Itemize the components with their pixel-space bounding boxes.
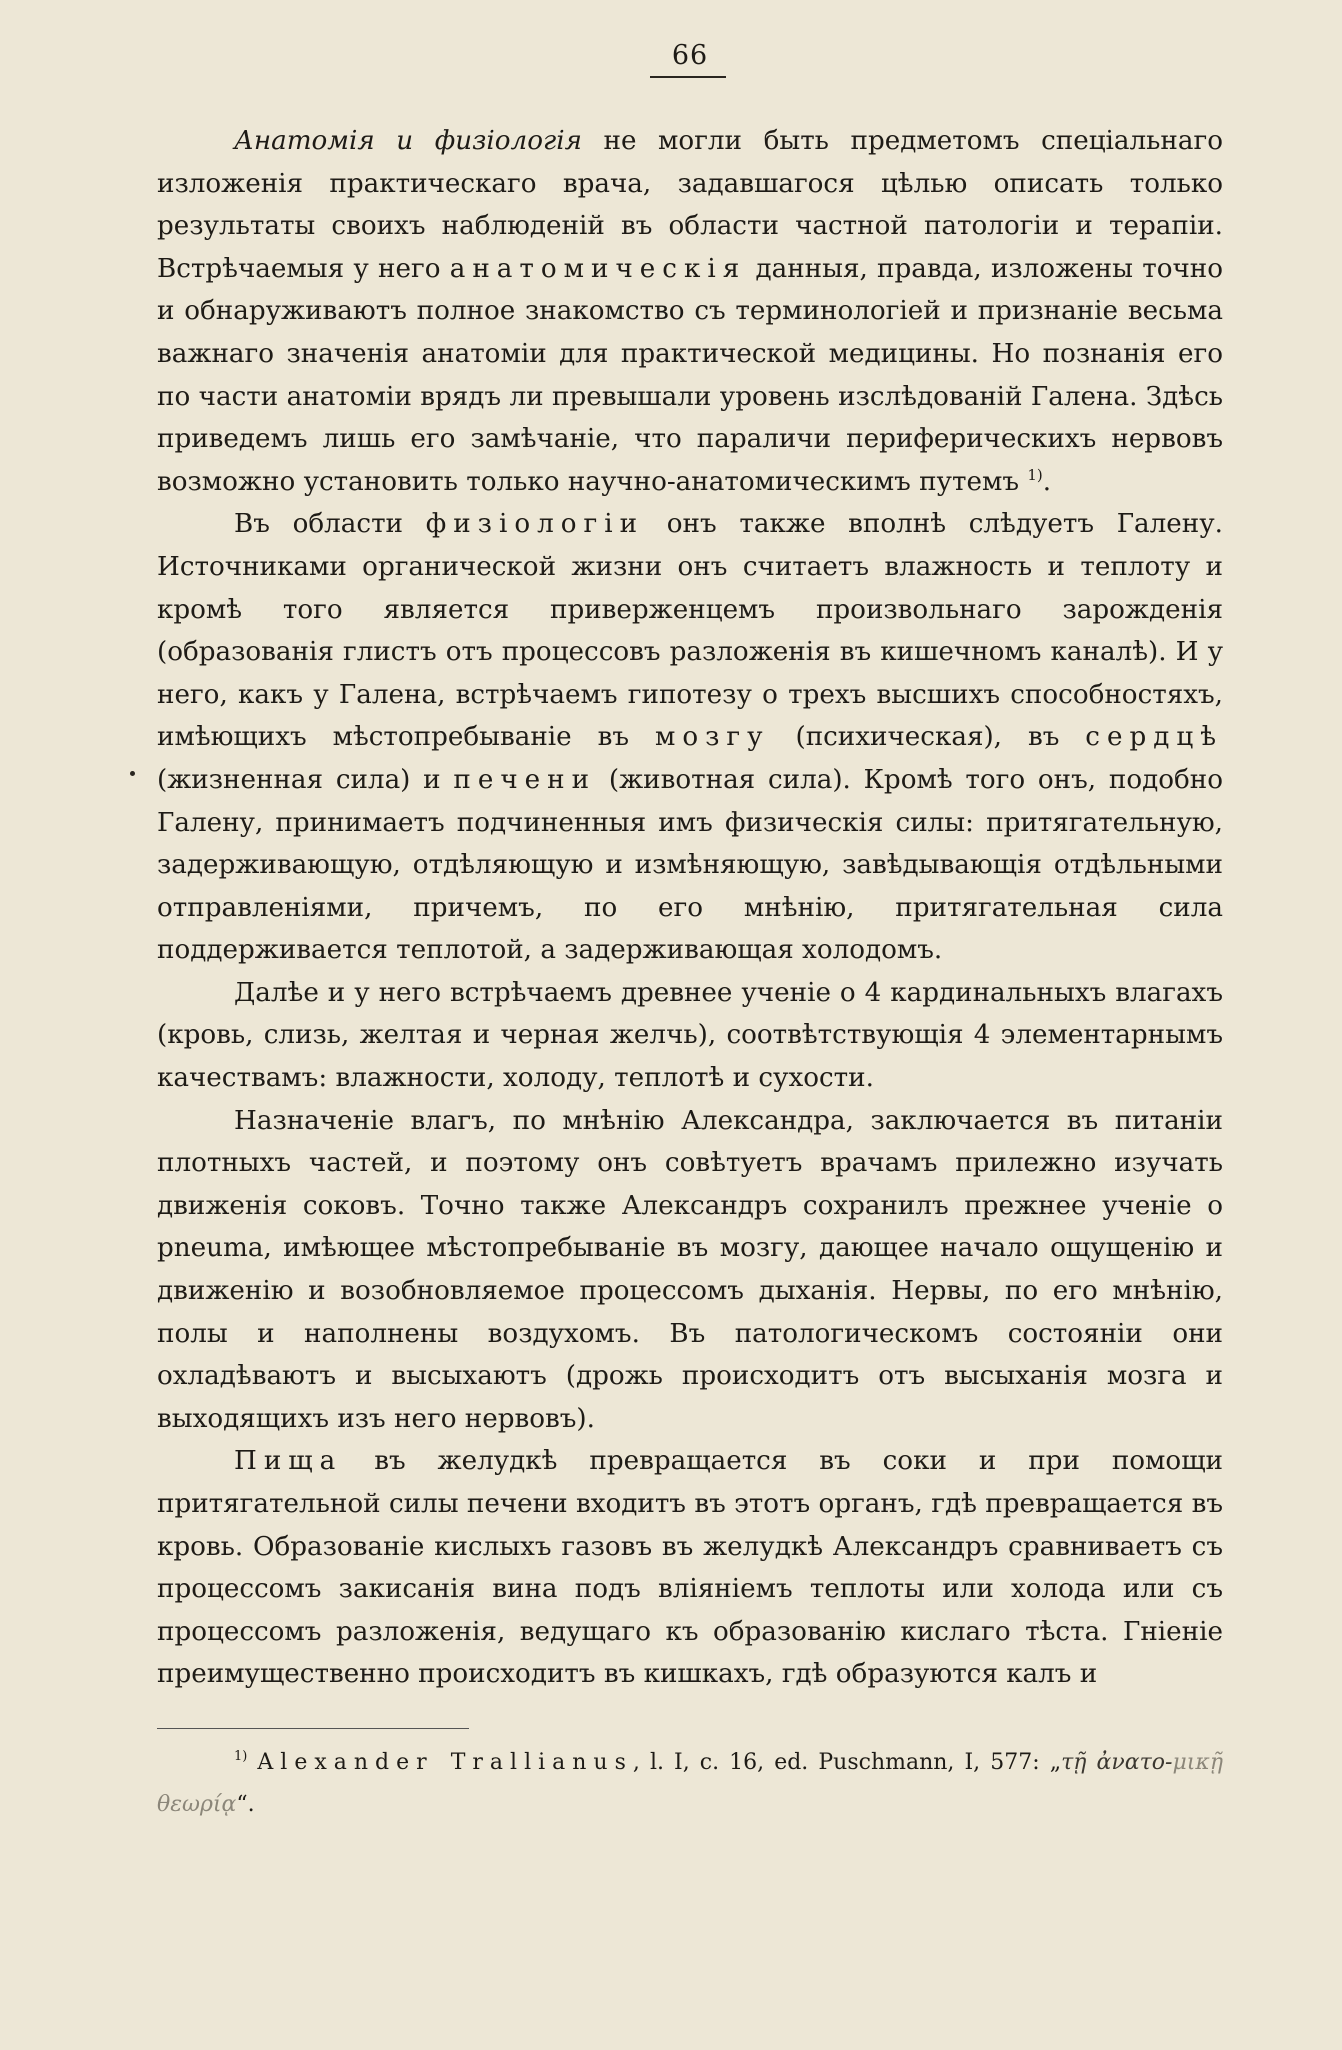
text-run: Въ области	[234, 509, 426, 540]
text-run: въ желудкѣ превращается въ соки и при помощи притягательной силы печени входитъ въ этотъ органъ, гдѣ превращается въ кровь. Образованіе кислыхъ газовъ въ желудкѣ Александръ сравниваетъ съ процессомъ закисанія вина подъ вліяніемъ теплоты или холода или съ процессомъ разложенія, ведущаго къ образованію кислаго тѣста. Гніеніе преимущественно происходитъ въ кишкахъ, гдѣ образуются калъ и	[157, 1446, 1223, 1690]
text-run-ital: Анатомія и физіологія	[234, 126, 582, 156]
text-run-spaced: анатомическія	[449, 253, 747, 284]
page-number-underline	[650, 76, 726, 78]
text-run: (животная сила). Кромѣ того онъ, подобно Галену, принимаетъ подчиненныя имъ физическія силы: притягательную, задерживающую, отдѣляющую и измѣняющую, завѣдывающія отдѣльными отправленіями, причемъ, по его мнѣнію, притягательная сила поддерживается теплотой, а задерживающая холодомъ.	[157, 764, 1223, 966]
margin-mark	[130, 771, 135, 776]
text-run-spaced: физіологіи	[425, 509, 645, 540]
paragraph	[157, 1100, 1223, 1441]
paragraph	[157, 503, 1223, 972]
text-run-spaced: Alexander Trallianus	[257, 1750, 633, 1775]
text-run-spaced: печени	[453, 764, 597, 795]
text-run: Далѣе и у него встрѣчаемъ древнее ученіе о 4 кардинальныхъ влагахъ (кровь, слизь, желтая и черная желчь), соотвѣтствующія 4 элементарнымъ качествамъ: влажности, холоду, теплотѣ и сухости.	[157, 977, 1223, 1094]
text-run-sup: 1)	[1027, 465, 1043, 484]
text-run: Назначеніе влагъ, по мнѣнію Александра, заключается въ питаніи плотныхъ частей, и поэтому онъ совѣтуетъ врачамъ прилежно изучать движенія соковъ. Точно также Александръ сохранилъ прежнее ученіе о pneuma, имѣющее мѣстопребываніе въ мозгу, дающее начало ощущенію и движенію и возобновляемое процессомъ дыханія. Нервы, по его мнѣнію, полы и наполнены воздухомъ. Въ патологическомъ состояніи они охладѣваютъ и высыхаютъ (дрожь происходитъ отъ высыханія мозга и выходящихъ изъ него нервовъ).	[157, 1105, 1223, 1434]
footnote-divider	[157, 1728, 469, 1729]
paragraph	[157, 1440, 1223, 1696]
body-text	[157, 120, 1223, 1696]
footnote	[157, 1742, 1223, 1826]
paragraph	[157, 972, 1223, 1100]
text-run-spaced: мозгу	[654, 722, 770, 753]
text-run: (жизненная сила) и	[157, 764, 454, 795]
text-run-spaced: сердцѣ	[1085, 722, 1223, 753]
text-run: “.	[236, 1792, 255, 1817]
text-run: , l. I, c. 16, ed. Puschmann, I, 577: „	[632, 1750, 1062, 1775]
text-run	[247, 1750, 257, 1775]
text-run-spaced: Пища	[234, 1446, 343, 1477]
text-run: не могли быть предметомъ спеціальнаго изложенія практическаго врача, задавшагося цѣлью описать только результаты своихъ наблюденій въ области частной патологіи и терапіи. Встрѣчаемыя у него	[157, 126, 1223, 284]
text-run-greek: τῇ ἀνατο-	[1061, 1750, 1173, 1775]
text-run: .	[1042, 466, 1052, 497]
text-run: (психическая), въ	[769, 722, 1086, 753]
page-number: 66	[671, 40, 709, 71]
text-run-greek-faded: μικῇ θεωρίᾳ	[157, 1750, 1223, 1817]
text-run: данныя, правда, изложены точно и обнаруживаютъ полное знакомство съ терминологіей и признаніе весьма важнаго значенія анатоміи для практической медицины. Но познанія его по части анатоміи врядъ ли превышали уровень изслѣдованій Галена. Здѣсь приведемъ лишь его замѣчаніе, что параличи периферическихъ нервовъ возможно установить только научно-анатомическимъ путемъ	[157, 253, 1223, 497]
paragraph	[157, 120, 1223, 503]
text-run: онъ также вполнѣ слѣдуетъ Галену. Источниками органической жизни онъ считаетъ влажность и теплоту и кромѣ того является приверженцемъ произвольнаго зарожденія (образованія глистъ отъ процессовъ разложенія въ кишечномъ каналѣ). И у него, какъ у Галена, встрѣчаемъ гипотезу о трехъ высшихъ способностяхъ, имѣющихъ мѣстопребываніе въ	[157, 509, 1223, 753]
text-run-fn-sup: 1)	[234, 1749, 248, 1764]
